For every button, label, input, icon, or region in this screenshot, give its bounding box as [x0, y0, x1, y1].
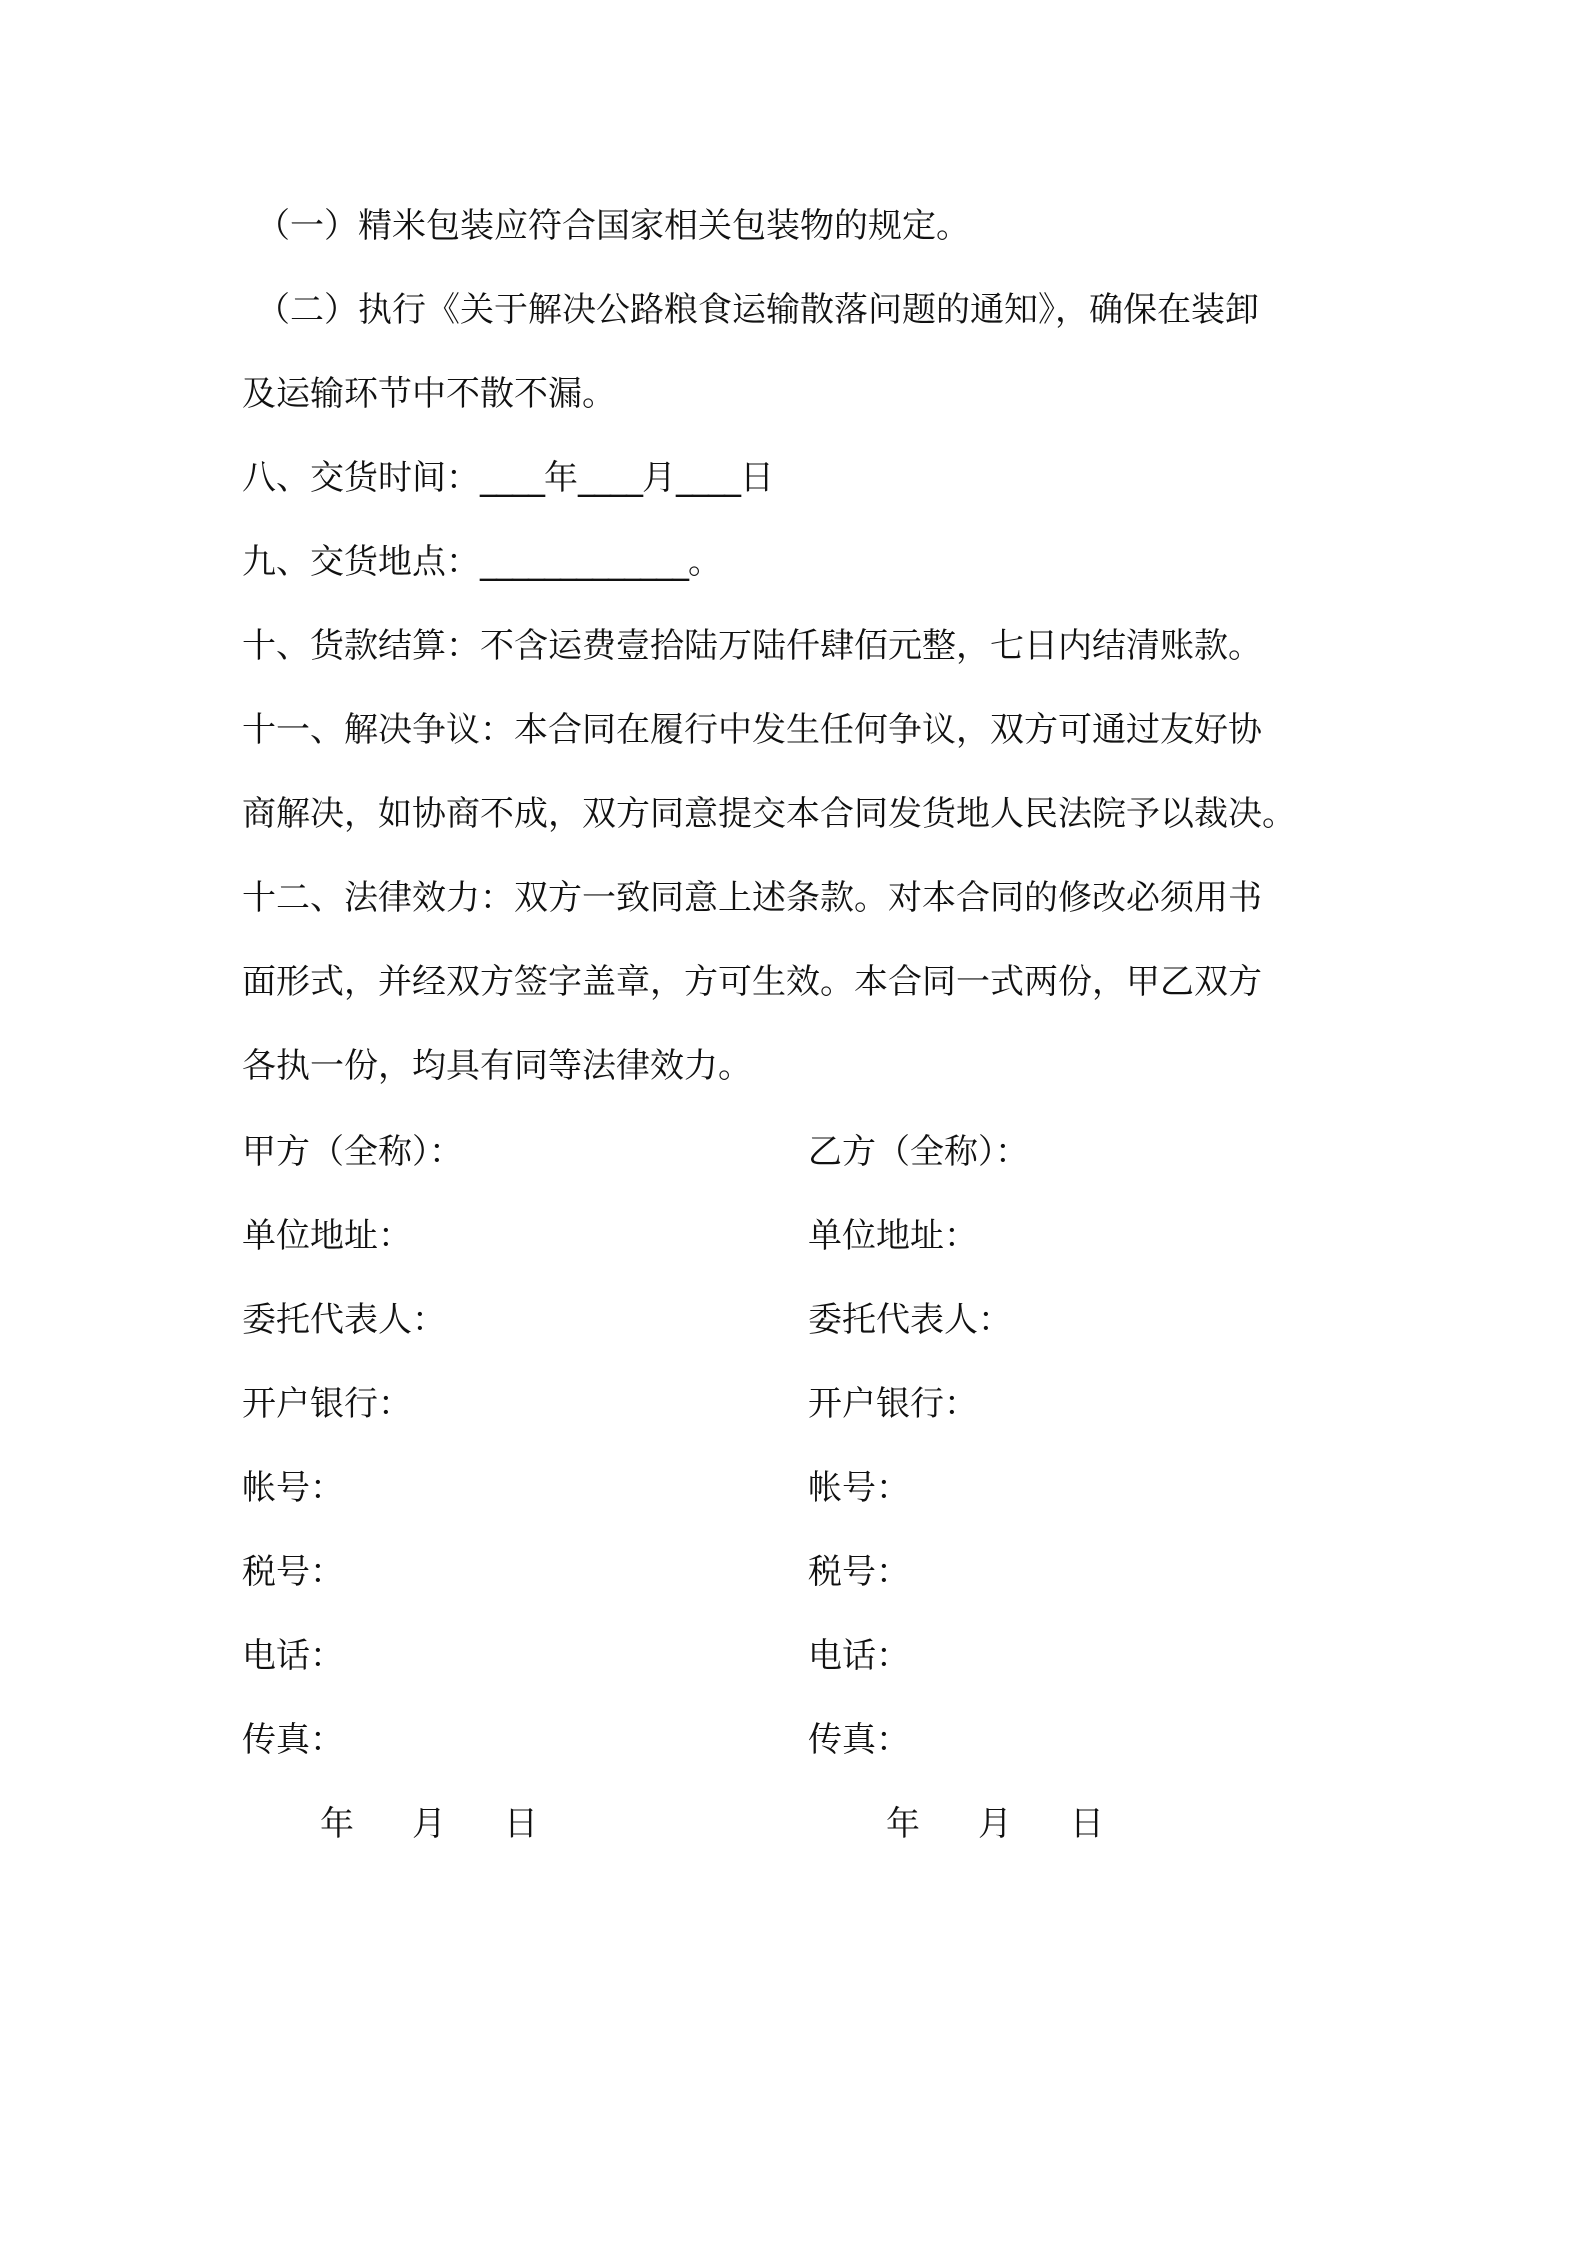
party-a-address-label: 单位地址： [242, 1216, 412, 1256]
party-a-date [242, 1782, 762, 1866]
delivery-time-label: 八、交货时间： [242, 458, 480, 498]
party-a-account-label: 帐号： [242, 1468, 344, 1508]
clause-delivery-time [242, 436, 774, 520]
party-b-date-year: 年 [886, 1804, 920, 1844]
party-b-fax-label: 传真： [808, 1720, 910, 1760]
clause-dispute-line2: 商解决，如协商不成，双方同意提交本合同发货地人民法院予以裁决。 [242, 794, 1296, 834]
party-a-representative-label: 委托代表人： [242, 1300, 446, 1340]
clause-packaging-2-line1: （二）执行《关于解决公路粮食运输散落问题的通知》，确保在装卸 [256, 290, 1259, 330]
clause-dispute-line1: 十一、解决争议：本合同在履行中发生任何争议，双方可通过友好协 [242, 710, 1262, 750]
party-a-bank-label: 开户银行： [242, 1384, 412, 1424]
clause-legal-effect-line3: 各执一份，均具有同等法律效力。 [242, 1046, 752, 1086]
party-a-phone-label: 电话： [242, 1636, 344, 1676]
party-b-date [808, 1782, 1328, 1866]
clause-dispute [242, 688, 1296, 856]
clause-legal-effect [242, 856, 1262, 1108]
party-a-date-day: 日 [504, 1804, 538, 1844]
party-b-address-label: 单位地址： [808, 1216, 978, 1256]
party-b-date-month: 月 [978, 1804, 1012, 1844]
delivery-place-label: 九、交货地点： [242, 542, 480, 582]
party-a-block [242, 1110, 762, 1866]
clause-legal-effect-line1: 十二、法律效力：双方一致同意上述条款。对本合同的修改必须用书 [242, 878, 1262, 918]
delivery-place-blank: _____________ [480, 542, 688, 582]
party-a-date-month: 月 [412, 1804, 446, 1844]
party-b-date-day: 日 [1070, 1804, 1104, 1844]
party-b-name-label: 乙方（全称）： [808, 1132, 1029, 1172]
party-b-representative-label: 委托代表人： [808, 1300, 1012, 1340]
party-b-bank-label: 开户银行： [808, 1384, 978, 1424]
party-a-date-year: 年 [320, 1804, 354, 1844]
party-b-block [808, 1110, 1328, 1866]
party-a-name-label: 甲方（全称）： [242, 1132, 463, 1172]
delivery-month-label: 月 [642, 458, 676, 498]
clause-packaging-2-line2: 及运输环节中不散不漏。 [242, 374, 616, 414]
delivery-place-end: 。 [688, 542, 722, 582]
party-b-tax-label: 税号： [808, 1552, 910, 1592]
clause-packaging-2 [242, 268, 1259, 436]
delivery-day-label: 日 [740, 458, 774, 498]
clause-packaging-1: （一）精米包装应符合国家相关包装物的规定。 [256, 206, 970, 246]
party-b-phone-label: 电话： [808, 1636, 910, 1676]
party-b-account-label: 帐号： [808, 1468, 910, 1508]
delivery-month-blank: ____ [578, 458, 642, 498]
clause-delivery-place [242, 520, 722, 604]
clause-legal-effect-line2: 面形式，并经双方签字盖章，方可生效。本合同一式两份，甲乙双方 [242, 962, 1262, 1002]
delivery-year-blank: ____ [480, 458, 544, 498]
party-a-fax-label: 传真： [242, 1720, 344, 1760]
delivery-day-blank: ____ [676, 458, 740, 498]
delivery-year-label: 年 [544, 458, 578, 498]
clause-payment: 十、货款结算：不含运费壹拾陆万陆仟肆佰元整，七日内结清账款。 [242, 626, 1262, 666]
party-a-tax-label: 税号： [242, 1552, 344, 1592]
